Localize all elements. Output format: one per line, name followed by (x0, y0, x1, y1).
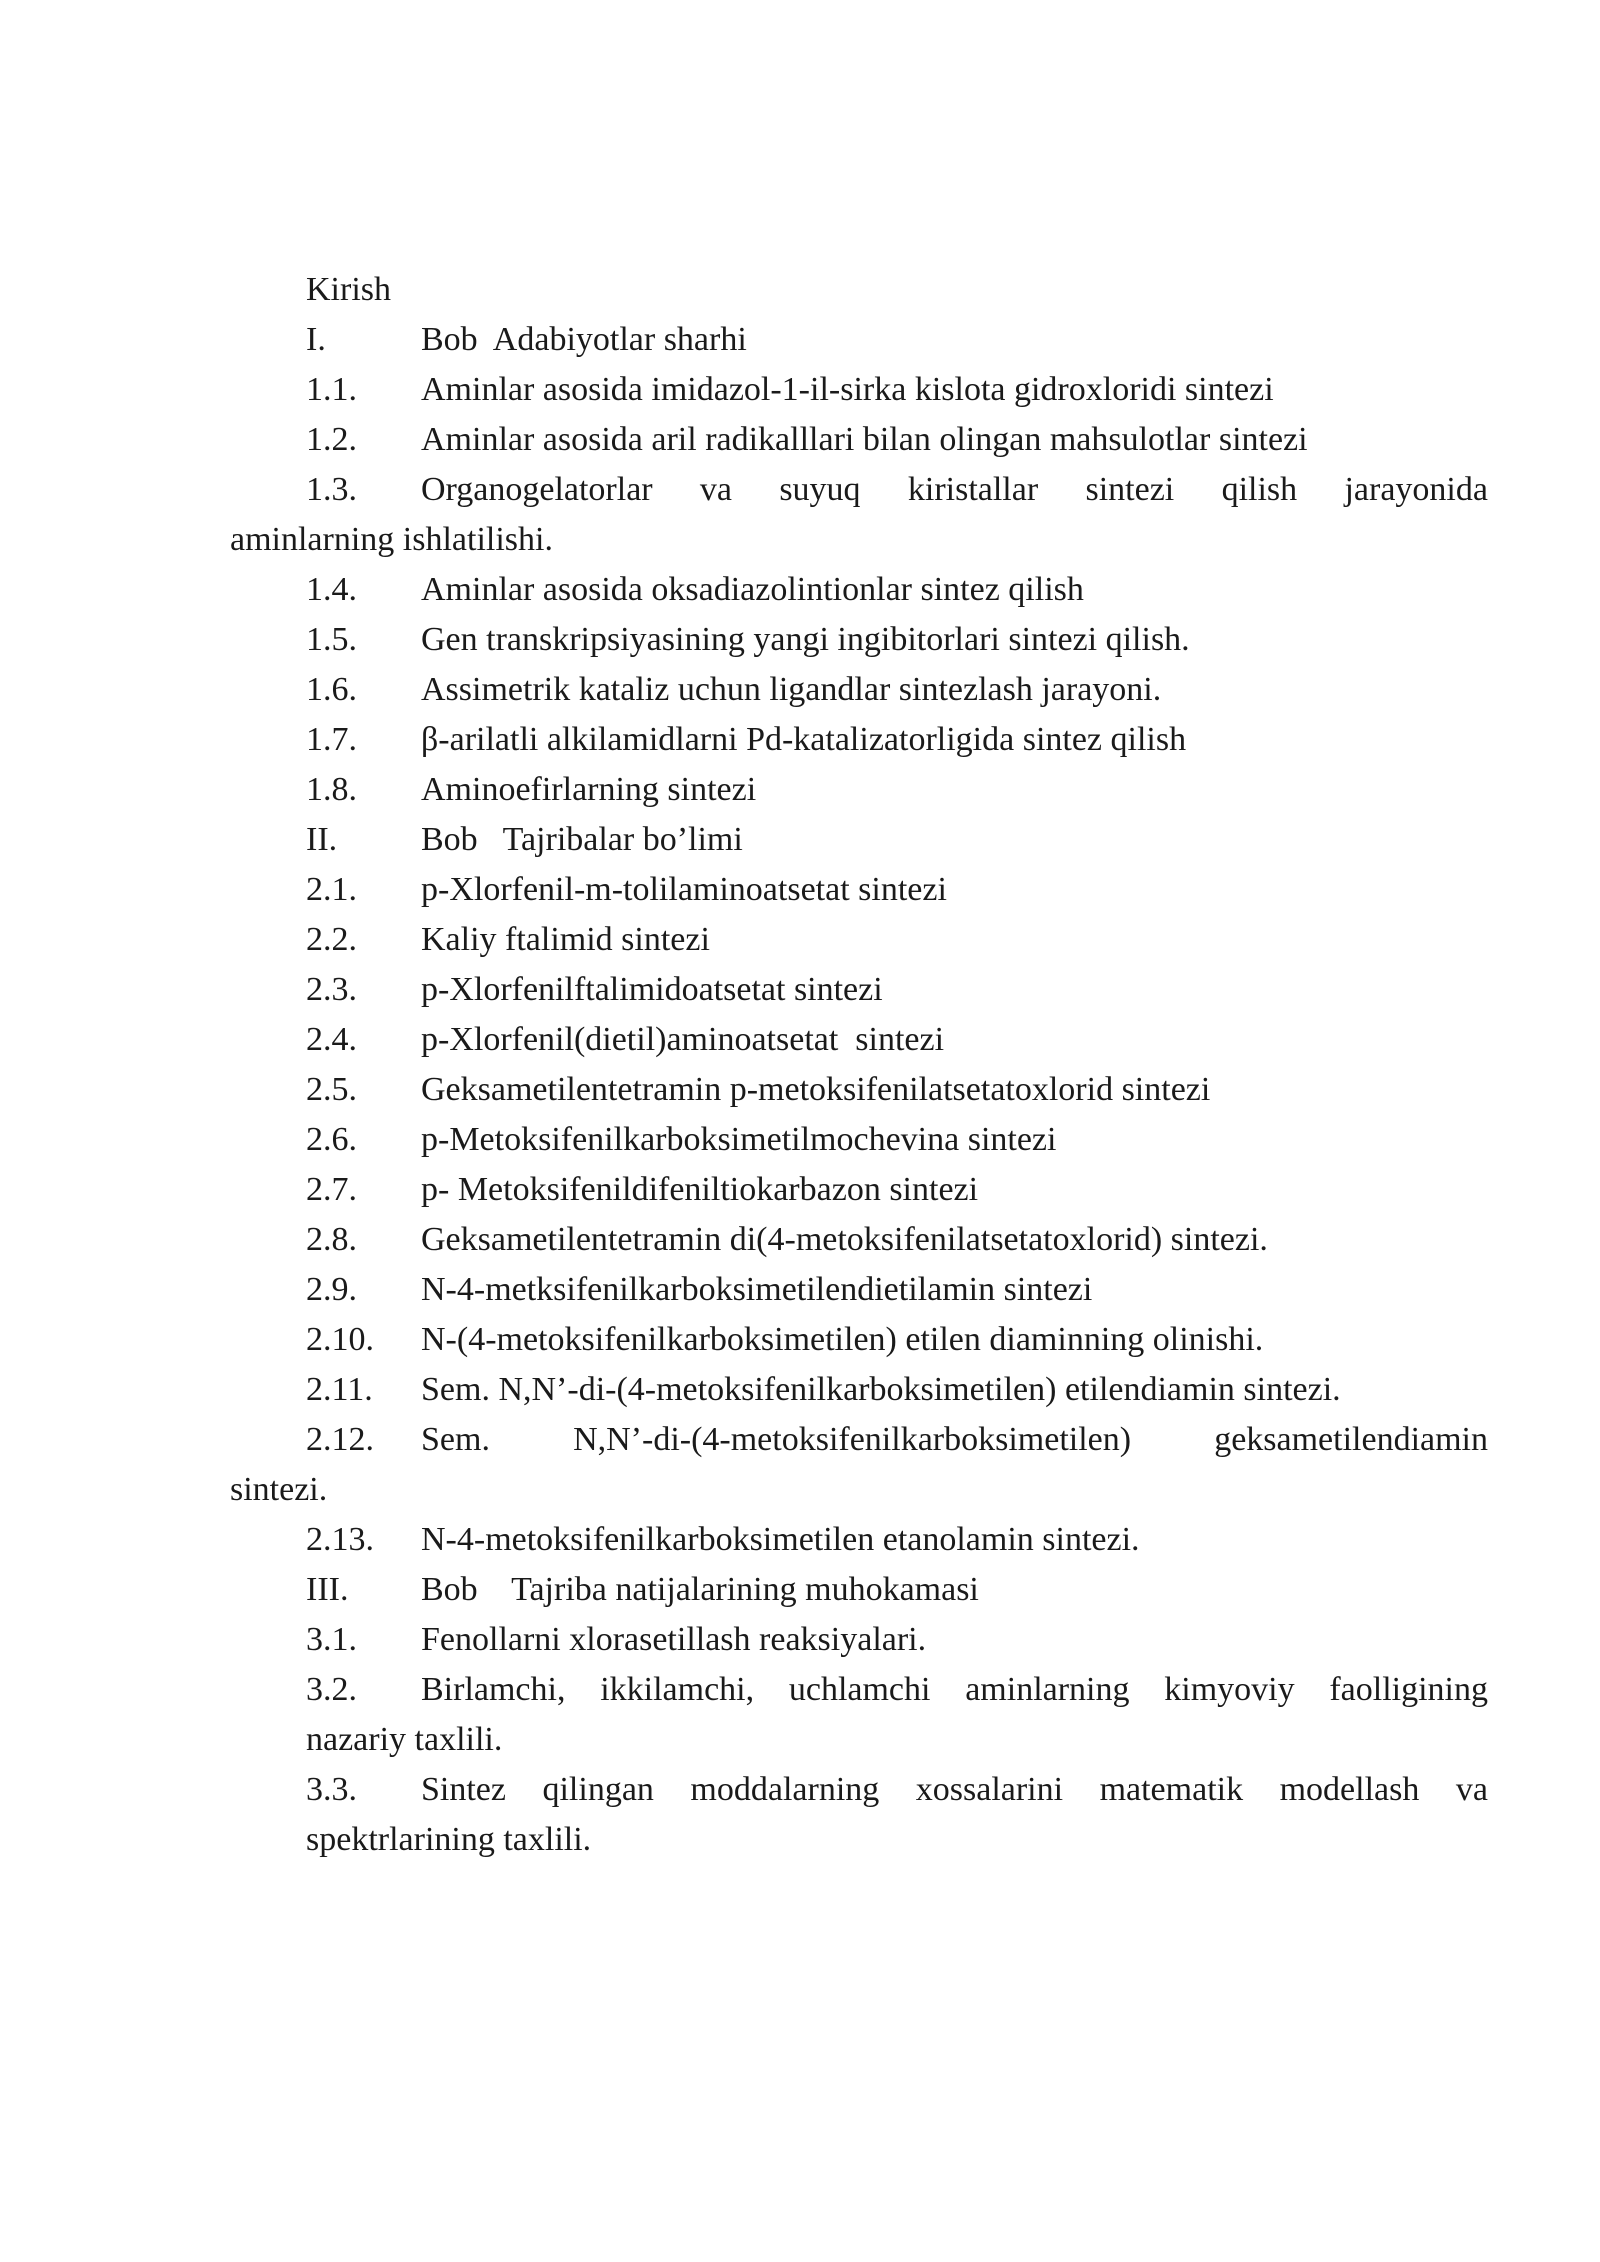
table-of-contents (230, 265, 1488, 1865)
toc-entry-number: 1.3. (306, 471, 357, 508)
toc-word: Organogelatorlar (421, 471, 653, 508)
toc-entry-number: II. (306, 821, 338, 858)
toc-entry-number: 1.2. (306, 421, 357, 458)
toc-entry-1-8 (230, 765, 1488, 815)
toc-entry-2-1 (230, 865, 1488, 915)
toc-entry-title: p-Metoksifenilkarboksimetilmochevina sintezi (421, 1121, 1057, 1158)
toc-word: va (1455, 1771, 1488, 1808)
toc-entry-2-3 (230, 965, 1488, 1015)
toc-entry-2-11 (230, 1365, 1488, 1415)
toc-entry-number: 2.12. (306, 1421, 374, 1458)
toc-entry-number: 2.8. (306, 1221, 357, 1258)
toc-word: moddalarning (690, 1771, 880, 1808)
toc-entry-continuation: spektrlarining taxlili. (306, 1821, 592, 1858)
toc-word: jarayonida (1344, 471, 1488, 508)
toc-word: Sintez (421, 1771, 506, 1808)
toc-entry-title: Bob Adabiyotlar sharhi (421, 321, 747, 358)
toc-word: kiristallar (907, 471, 1039, 508)
toc-entry-title: N-4-metksifenilkarboksimetilendietilamin sintezi (421, 1271, 1093, 1308)
toc-entry-2-6 (230, 1115, 1488, 1165)
toc-entry-title: Geksametilentetramin p-metoksifenilatsetatoxlorid sintezi (421, 1071, 1211, 1108)
toc-entry-number: 1.7. (306, 721, 357, 758)
toc-entry-title: Aminlar asosida aril radikalllari bilan olingan mahsulotlar sintezi (421, 421, 1308, 458)
toc-entry-1-7 (230, 715, 1488, 765)
toc-word: kimyoviy (1164, 1671, 1295, 1708)
toc-entry-title: Fenollarni xlorasetillash reaksiyalari. (421, 1621, 927, 1658)
toc-entry-number: 1.8. (306, 771, 357, 808)
toc-entry-title: N-(4-metoksifenilkarboksimetilen) etilen diaminning olinishi. (421, 1321, 1264, 1358)
toc-entry-title: β-arilatli alkilamidlarni Pd-katalizatorligida sintez qilish (421, 721, 1187, 758)
toc-word: qilingan (542, 1771, 654, 1808)
toc-entry-title: Bob Tajriba natijalarining muhokamasi (421, 1571, 979, 1608)
toc-word: xossalarini (915, 1771, 1064, 1808)
toc-word: uchlamchi (788, 1671, 931, 1708)
toc-entry-number: 1.4. (306, 571, 357, 608)
toc-entry-2-5 (230, 1065, 1488, 1115)
toc-entry-1-6 (230, 665, 1488, 715)
toc-entry-2-10 (230, 1315, 1488, 1365)
toc-entry-title: Sem. N,N’-di-(4-metoksifenilkarboksimetilen) etilendiamin sintezi. (421, 1371, 1341, 1408)
toc-entry-title (421, 465, 1488, 515)
toc-entry-title: Gen transkripsiyasining yangi ingibitorlari sintezi qilish. (421, 621, 1190, 658)
toc-entry-number: 2.5. (306, 1071, 357, 1108)
toc-entry-number: 1.5. (306, 621, 357, 658)
toc-entry-number: III. (306, 1571, 349, 1608)
toc-word: suyuq (779, 471, 861, 508)
toc-entry-2-13 (230, 1515, 1488, 1565)
toc-word: sintezi (1085, 471, 1175, 508)
toc-entry-title: p- Metoksifenildifeniltiokarbazon sintezi (421, 1171, 979, 1208)
toc-entry-title: p-Xlorfenil-m-tolilaminoatsetat sintezi (421, 871, 947, 908)
toc-entry-1-3 (230, 465, 1488, 565)
toc-entry-number: 2.3. (306, 971, 357, 1008)
toc-word: faolligining (1329, 1671, 1488, 1708)
toc-entry-2-9 (230, 1265, 1488, 1315)
toc-entry-2-12 (230, 1415, 1488, 1515)
toc-entry-I (230, 315, 1488, 365)
toc-entry-2-4 (230, 1015, 1488, 1065)
toc-entry-continuation: sintezi. (230, 1471, 328, 1508)
toc-entry-continuation: aminlarning ishlatilishi. (230, 521, 553, 558)
toc-entry-title (421, 1415, 1488, 1465)
toc-entry-1-2 (230, 415, 1488, 465)
toc-word: ikkilamchi, (600, 1671, 755, 1708)
toc-entry-title: N-4-metoksifenilkarboksimetilen etanolamin sintezi. (421, 1521, 1140, 1558)
toc-entry-number: 2.6. (306, 1121, 357, 1158)
toc-entry-title: Kaliy ftalimid sintezi (421, 921, 710, 958)
toc-entry-title: Geksametilentetramin di(4-metoksifenilatsetatoxlorid) sintezi. (421, 1221, 1268, 1258)
toc-word: matematik (1099, 1771, 1244, 1808)
toc-word: geksametilendiamin (1214, 1421, 1488, 1458)
toc-word: Sem. (421, 1421, 490, 1458)
toc-entry-number: 2.11. (306, 1371, 373, 1408)
toc-word: Birlamchi, (421, 1671, 566, 1708)
toc-entry-number: 2.9. (306, 1271, 357, 1308)
toc-entry-title: Aminlar asosida oksadiazolintionlar sintez qilish (421, 571, 1084, 608)
toc-entry-number: 2.10. (306, 1321, 374, 1358)
toc-entry-number: 1.1. (306, 371, 357, 408)
toc-entry-3-2 (230, 1665, 1488, 1765)
toc-entry-2-2 (230, 915, 1488, 965)
toc-entry-number: 3.1. (306, 1621, 357, 1658)
toc-entry-number: 2.2. (306, 921, 357, 958)
toc-entry-number: 3.2. (306, 1671, 357, 1708)
toc-word: qilish (1221, 471, 1298, 508)
toc-entry-title (421, 1765, 1488, 1815)
toc-entry-number: I. (306, 321, 326, 358)
toc-entry-number: 2.1. (306, 871, 357, 908)
toc-entry-number: 3.3. (306, 1771, 357, 1808)
toc-word: N,N’-di-(4-metoksifenilkarboksimetilen) (573, 1421, 1132, 1458)
toc-entry-number: 2.7. (306, 1171, 357, 1208)
toc-entry-title: Aminoefirlarning sintezi (421, 771, 757, 808)
toc-entry-2-8 (230, 1215, 1488, 1265)
toc-entry-II (230, 815, 1488, 865)
toc-entry-3-1 (230, 1615, 1488, 1665)
toc-word: va (699, 471, 733, 508)
toc-entry-3-3 (230, 1765, 1488, 1865)
toc-entry-title: Aminlar asosida imidazol-1-il-sirka kislota gidroxloridi sintezi (421, 371, 1274, 408)
toc-entry-title: p-Xlorfenilftalimidoatsetat sintezi (421, 971, 883, 1008)
toc-entry-title: Assimetrik kataliz uchun ligandlar sintezlash jarayoni. (421, 671, 1162, 708)
toc-entry-title: Bob Tajribalar bo’limi (421, 821, 743, 858)
toc-entry-1-1 (230, 365, 1488, 415)
toc-entry-number: 2.4. (306, 1021, 357, 1058)
toc-entry-1-5 (230, 615, 1488, 665)
toc-entry-III (230, 1565, 1488, 1615)
toc-entry-continuation: nazariy taxlili. (306, 1721, 503, 1758)
toc-entry-number: 2.13. (306, 1521, 374, 1558)
toc-entry-2-7 (230, 1165, 1488, 1215)
toc-intro: Kirish (306, 271, 391, 308)
toc-entry-number: 1.6. (306, 671, 357, 708)
toc-word: modellash (1279, 1771, 1420, 1808)
toc-entry-title (421, 1665, 1488, 1715)
toc-entry-title: p-Xlorfenil(dietil)aminoatsetat sintezi (421, 1021, 945, 1058)
toc-word: aminlarning (965, 1671, 1130, 1708)
toc-entry-1-4 (230, 565, 1488, 615)
